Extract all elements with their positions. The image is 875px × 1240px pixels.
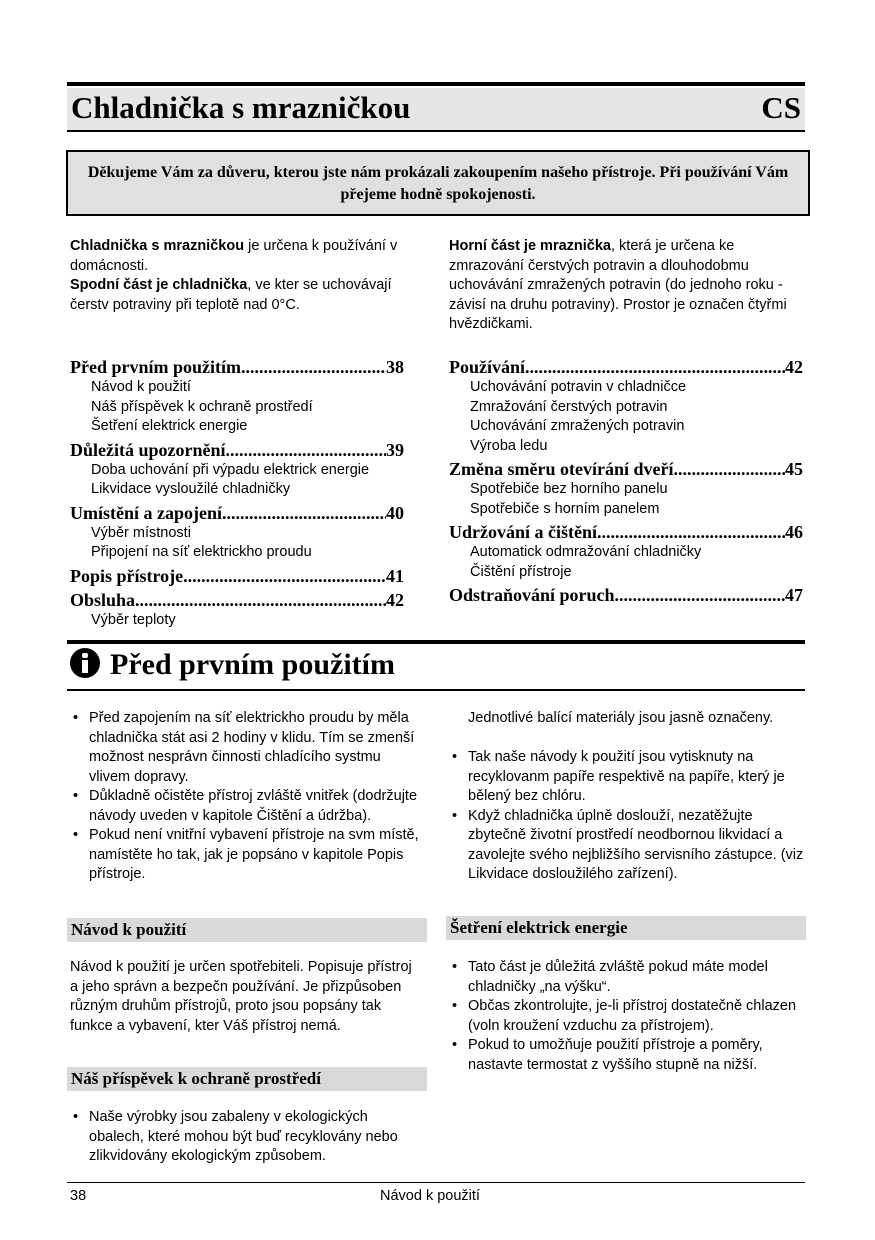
- bullet-item: • Důkladně očistěte přístroj zvláště vnitřek (dodržujte návody uveden v kapitole Čištění a údržba).: [70, 787, 425, 826]
- intro-right: [449, 237, 801, 335]
- subheading-navod: Návod k použití: [67, 918, 427, 942]
- intro-right-bold-1: Horní část je mraznička: [449, 238, 611, 254]
- toc-entry: [70, 437, 404, 461]
- subheading-energy: Šetření elektrick energie: [446, 916, 806, 940]
- toc-entry: [70, 354, 404, 378]
- toc-subentry: Spotřebiče bez horního panelu: [470, 481, 668, 497]
- toc-subentry: Náš příspěvek k ochraně prostředí: [91, 398, 313, 415]
- footer-title: Návod k použití: [380, 1188, 480, 1204]
- toc-subentry: Připojení na síť elektrickho proudu: [91, 544, 312, 560]
- toc-entry: [449, 519, 803, 543]
- bullet-item: • Pokud není vnitřní vybavení přístroje na svm místě, namístěte ho tak, jak je popsáno v kapitole Popis přístroje.: [70, 826, 425, 885]
- toc-leader: [226, 440, 387, 461]
- title-bar: [67, 88, 805, 130]
- title-rule-top: [67, 82, 805, 86]
- document-title: Chladnička s mrazničkou: [71, 90, 411, 125]
- subheading-eko: Náš příspěvek k ochraně prostředí: [67, 1067, 427, 1091]
- intro-left-text-2: , ve kter se uchovávají čerstv potraviny při teplotě nad 0°C.: [70, 277, 392, 313]
- toc-page-number: 42: [785, 357, 803, 377]
- bullet-item: • Tato část je důležitá zvláště pokud máte model chladničky „na výšku“.: [449, 958, 804, 997]
- toc-subentry: Výběr místnosti: [91, 524, 191, 541]
- toc-leader: [597, 522, 785, 543]
- toc-subentry: Návod k použití: [91, 379, 191, 395]
- navod-text: Návod k použití je určen spotřebiteli. Popisuje přístroj a jeho správn a bezpečn používání. Je přizpůsoben různým druhům přístrojů, proto jsou popsány tak funkce a vybavení, kter Váš přístroj nemá.: [70, 959, 412, 1034]
- footer-rule: [67, 1182, 805, 1183]
- bullet-item: • Občas zkontrolujte, je-li přístroj dostatečně chlazen (voln kroužení vzduchu za přístrojem).: [449, 997, 804, 1036]
- bullet-item: • Pokud to umožňuje použití přístroje a poměry, nastavte termostat z vyššího stupně na nižší.: [449, 1036, 804, 1075]
- toc-entry-title: Udržování a čištění: [449, 522, 597, 542]
- toc-left: [70, 354, 404, 630]
- bullets-left-top: [70, 709, 425, 885]
- toc-subentry: Likvidace vysloužilé chladničky: [91, 481, 291, 497]
- toc-subentry: Uchovávání zmražených potravin: [470, 418, 685, 434]
- intro-right-text-1: , která je určena ke zmrazování čerstvých potravin a dlouhodobmu uchovávání zmražených potravin (do jednoho roku - závisí na druhu potraviny). Prostor je označen čtyřmi hvězdičkami.: [449, 238, 787, 332]
- toc-subentry: Výroba ledu: [470, 437, 548, 454]
- toc-subentry: Výběr teploty: [91, 611, 176, 628]
- toc-subentry: Zmražování čerstvých potravin: [470, 398, 668, 415]
- bullets-eko: [70, 1108, 415, 1167]
- toc-subentry: Doba uchování při výpadu elektrick energie: [91, 461, 370, 478]
- toc-page-number: 45: [785, 459, 803, 479]
- toc-page-number: 40: [386, 502, 404, 523]
- page-number: 38: [70, 1188, 87, 1204]
- bullet-item: • Tak naše návody k použití jsou vytisknuty na recyklovanm papíře respektivě na papíře, který je bělený bez chlóru.: [449, 748, 804, 807]
- toc-page-number: 47: [785, 585, 803, 605]
- intro-left-bold-1: Chladnička s mrazničkou: [70, 238, 245, 254]
- toc-leader: [615, 585, 785, 606]
- section-title: Před prvním použitím: [110, 648, 395, 681]
- toc-right: [449, 354, 803, 606]
- toc-leader: [525, 357, 785, 378]
- toc-entry-title: Obsluha: [70, 589, 136, 610]
- toc-subentry: Čištění přístroje: [470, 563, 572, 580]
- toc-entry: [70, 587, 404, 611]
- toc-leader: [222, 503, 386, 524]
- toc-leader: [135, 590, 386, 611]
- toc-entry-title: Před prvním použitím: [70, 357, 241, 377]
- toc-subentry: Uchovávání potravin v chladničce: [470, 379, 687, 395]
- toc-entry: [449, 582, 803, 606]
- intro-left: [70, 237, 420, 315]
- toc-subentry: Automatick odmražování chladničky: [470, 544, 702, 560]
- toc-entry: [70, 500, 404, 524]
- toc-entry-title: Popis přístroje: [70, 565, 184, 586]
- toc-entry-title: Používání: [449, 357, 526, 377]
- toc-entry-title: Důležitá upozornění: [70, 439, 226, 460]
- toc-leader: [183, 566, 386, 587]
- bullets-energy: [449, 958, 804, 1075]
- toc-leader: [241, 357, 386, 378]
- toc-page-number: 38: [386, 357, 404, 377]
- bullets-right-top: [449, 748, 804, 885]
- thanks-box: [66, 150, 810, 216]
- toc-subentry: Spotřebiče s horním panelem: [470, 500, 660, 517]
- section-rule-top: [67, 640, 805, 644]
- toc-entry: [449, 354, 803, 378]
- title-rule-bottom: [67, 130, 805, 132]
- bullet-item: • Když chladnička úplně doslouží, nezatěžujte zbytečně životní prostředí neodbornou likvidací a zavolejte svého nejbližšího servisního zástupce. (viz Likvidace dosloužilého zařízení).: [449, 807, 804, 885]
- bullet-item: • Naše výrobky jsou zabaleny v ekologických obalech, které mohou být buď recyklovány nebo zlikvidovány ekologickým způsobem.: [70, 1108, 415, 1167]
- section-rule-bottom: [67, 689, 805, 691]
- toc-page-number: 39: [386, 439, 404, 460]
- toc-page-number: 46: [785, 522, 803, 542]
- toc-entry-title: Umístění a zapojení: [70, 502, 222, 523]
- info-icon: [70, 648, 100, 678]
- intro-left-bold-2: Spodní část je chladnička: [70, 277, 248, 293]
- intro-left-text-1: je určena k používání v domácnosti.: [70, 238, 398, 274]
- toc-page-number: 41: [386, 565, 404, 586]
- toc-entry: [70, 563, 404, 587]
- toc-subentry: Šetření elektrick energie: [91, 418, 248, 434]
- toc-entry-title: Odstraňování poruch: [449, 585, 615, 605]
- toc-leader: [673, 459, 785, 480]
- toc-entry-title: Změna směru otevírání dveří: [449, 459, 674, 479]
- thanks-text: Děkujeme Vám za důveru, kterou jste nám prokázali zakoupením našeho přístroje. Při používání Vám přejeme hodně spokojenosti.: [87, 164, 789, 203]
- language-code: CS: [761, 90, 801, 125]
- toc-page-number: 42: [386, 589, 404, 610]
- bullet-item: • Před zapojením na síť elektrickho proudu by měla chladnička stát asi 2 hodiny v klidu. Tím se zmenší možnost nesprávn činnosti chladícího systmu vlivem dopravy.: [70, 709, 425, 787]
- right-top-continuation: Jednotlivé balící materiály jsou jasně označeny.: [468, 710, 774, 726]
- toc-entry: [449, 456, 803, 480]
